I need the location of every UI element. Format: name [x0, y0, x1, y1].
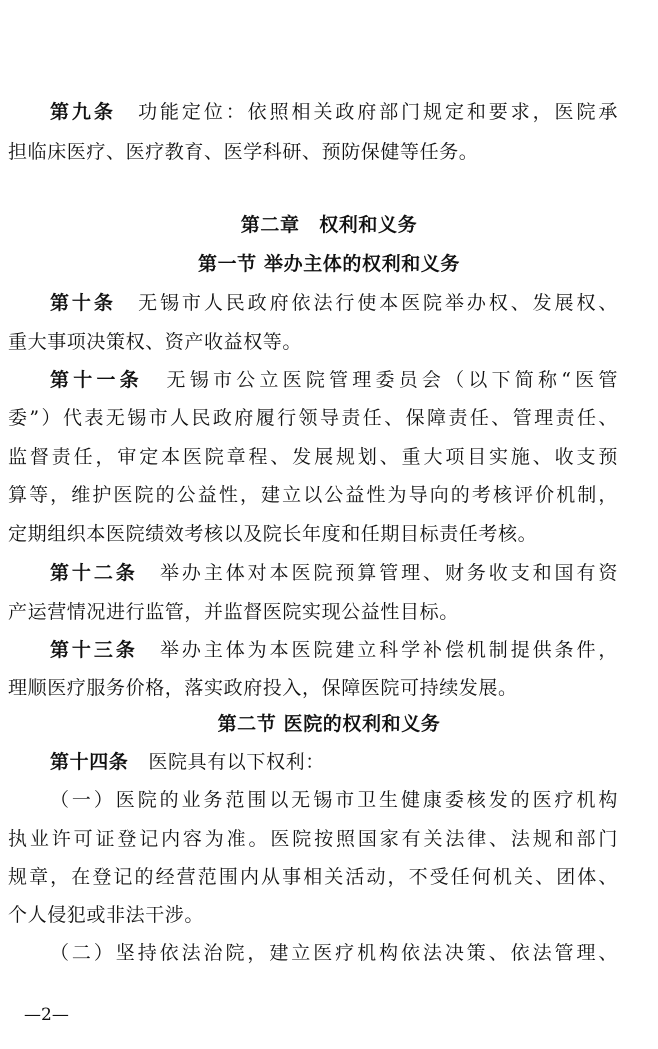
article-11-line-2: 委”）代表无锡市人民政府履行领导责任、保障责任、管理责任、 — [8, 407, 618, 429]
article-13-line-1: 第十三条 举办主体为本医院建立科学补偿机制提供条件， — [50, 639, 618, 661]
article-14-item-1-line-3: 规章，在登记的经营范围内从事相关活动，不受任何机关、团体、 — [8, 866, 618, 888]
article-14-line-1: 第十四条 医院具有以下权利： — [50, 751, 325, 773]
article-14-item-1-line-2: 执业许可证登记内容为准。医院按照国家有关法律、法规和部门 — [8, 828, 618, 850]
section-2-title: 第二节 医院的权利和义务 — [217, 713, 441, 735]
article-10-line-1: 第十条 无锡市人民政府依法行使本医院举办权、发展权、 — [50, 292, 618, 314]
article-11-line-3: 监督责任，审定本医院章程、发展规划、重大项目实施、收支预 — [8, 446, 618, 468]
article-11-label: 第十一条 — [50, 369, 143, 391]
article-11-line-4: 算等，维护医院的公益性，建立以公益性为导向的考核评价机制， — [8, 484, 618, 506]
article-10-line-2: 重大事项决策权、资产收益权等。 — [8, 331, 303, 353]
article-14-label: 第十四条 — [50, 751, 129, 773]
article-12-label: 第十二条 — [50, 562, 138, 584]
section-1-title: 第一节 举办主体的权利和义务 — [197, 253, 460, 275]
article-14-item-1-line-1: （一）医院的业务范围以无锡市卫生健康委核发的医疗机构 — [50, 789, 618, 811]
article-13-line-2: 理顺医疗服务价格，落实政府投入，保障医院可持续发展。 — [8, 677, 518, 699]
article-10-label: 第十条 — [50, 292, 116, 314]
article-11-line-5: 定期组织本医院绩效考核以及院长年度和任期目标责任考核。 — [8, 523, 538, 545]
chapter-title: 第二章 权利和义务 — [240, 214, 418, 236]
article-14-item-1-line-4: 个人侵犯或非法干涉。 — [8, 904, 205, 926]
article-9-line-1: 第九条 功能定位：依照相关政府部门规定和要求，医院承 — [50, 101, 618, 123]
article-13-label: 第十三条 — [50, 639, 138, 661]
article-11-line-1: 第十一条 无锡市公立医院管理委员会（以下简称“医管 — [50, 369, 619, 391]
article-12-line-2: 产运营情况进行监管，并监督医院实现公益性目标。 — [8, 601, 459, 623]
article-9-line-2: 担临床医疗、医疗教育、医学科研、预防保健等任务。 — [8, 141, 479, 163]
article-14-item-2-line-1: （二）坚持依法治院，建立医疗机构依法决策、依法管理、 — [50, 942, 618, 964]
page-number: —2— — [24, 1005, 69, 1025]
article-9-label: 第九条 — [50, 101, 116, 123]
article-12-line-1: 第十二条 举办主体对本医院预算管理、财务收支和国有资 — [50, 562, 618, 584]
